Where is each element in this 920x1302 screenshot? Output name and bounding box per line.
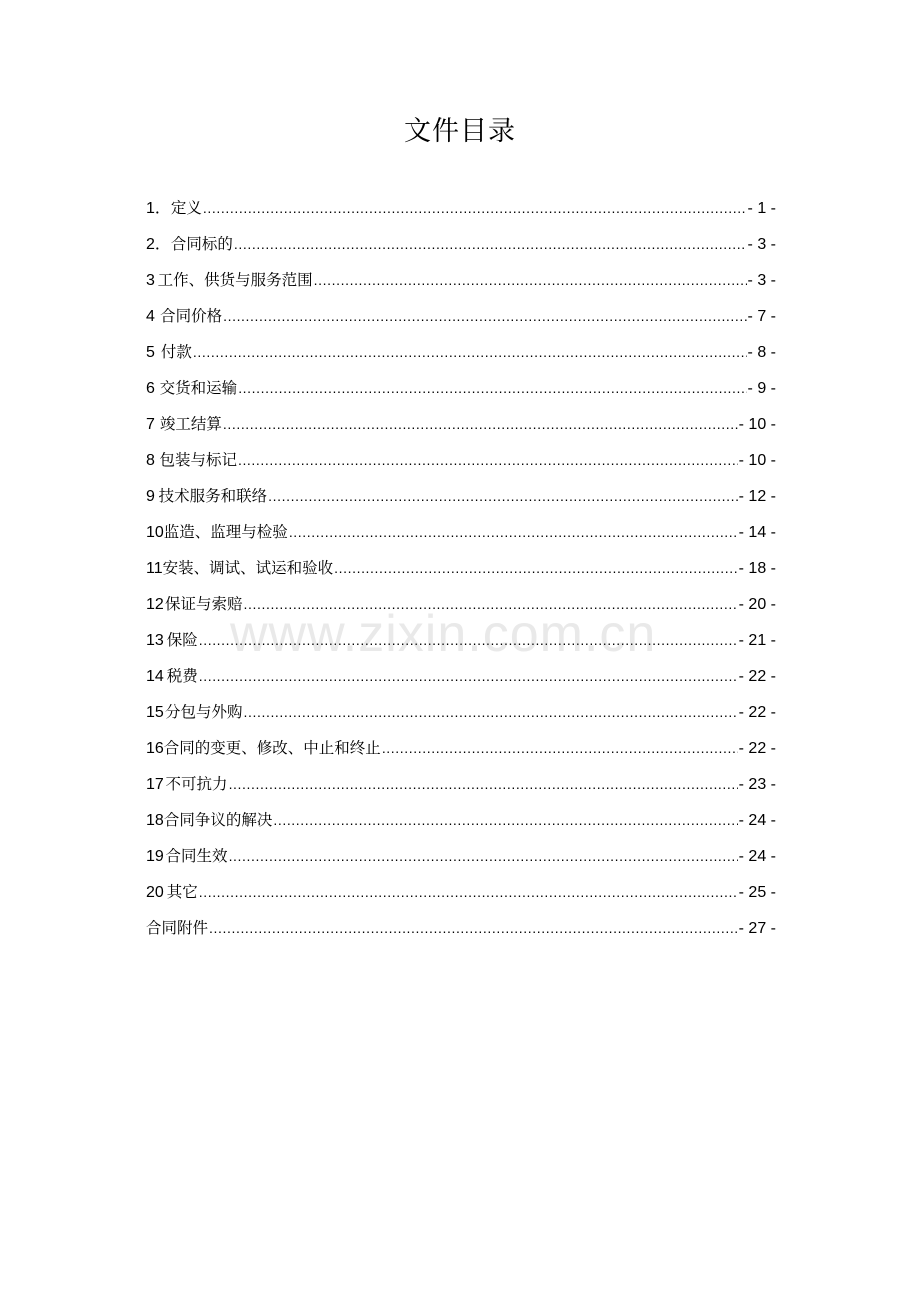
- toc-entry-title: 工作、供货与服务范围: [157, 271, 313, 289]
- toc-entry-number: 20: [146, 884, 164, 901]
- toc-dot-leader: [244, 586, 738, 622]
- toc-entry-title: 其它: [166, 883, 198, 901]
- toc-entry-number: 17: [146, 776, 164, 793]
- toc-dot-leader: [199, 622, 738, 658]
- toc-entry-title: 付款: [160, 343, 192, 361]
- toc-entry-title: 合同价格: [160, 307, 223, 325]
- toc-entry-number: 4: [146, 308, 155, 325]
- toc-entry-title: 合同的变更、修改、中止和终止: [163, 739, 381, 757]
- toc-entry[interactable]: [146, 406, 776, 442]
- toc-entry-number: 15: [146, 704, 164, 721]
- toc-entry-page-number: - 8 -: [747, 344, 776, 361]
- toc-entry-page-number: - 9 -: [747, 380, 776, 397]
- toc-entry[interactable]: [146, 586, 776, 622]
- toc-dot-leader: [203, 190, 747, 226]
- toc-entry[interactable]: [146, 910, 776, 946]
- toc-entry[interactable]: [146, 514, 776, 550]
- toc-dot-leader: [223, 406, 738, 442]
- toc-dot-leader: [273, 802, 737, 838]
- toc-entry-page-number: - 18 -: [738, 560, 776, 577]
- toc-dot-leader: [209, 910, 738, 946]
- toc-entry[interactable]: [146, 262, 776, 298]
- toc-entry-page-number: - 12 -: [738, 488, 776, 505]
- toc-entry-title: 保证与索赔: [164, 595, 243, 613]
- toc-entry[interactable]: [146, 334, 776, 370]
- toc-entry-page-number: - 10 -: [738, 416, 776, 433]
- toc-entry-number: 12: [146, 596, 164, 613]
- toc-entry-number: 11: [146, 560, 163, 577]
- toc-entry[interactable]: [146, 694, 776, 730]
- toc-dot-leader: [223, 298, 746, 334]
- toc-entry-number: 10: [146, 524, 164, 541]
- toc-entry-title: 分包与外购: [164, 703, 243, 721]
- toc-entry-page-number: - 22 -: [738, 668, 776, 685]
- page-title: 文件目录: [404, 116, 516, 147]
- toc-dot-leader: [199, 658, 738, 694]
- toc-entry-title: 合同生效: [165, 847, 228, 865]
- toc-entry-page-number: - 24 -: [738, 848, 776, 865]
- toc-entry-page-number: - 22 -: [738, 704, 776, 721]
- toc-entry-page-number: - 7 -: [747, 308, 776, 325]
- toc-entry-title: 合同附件: [146, 919, 209, 937]
- toc-entry-page-number: - 1 -: [747, 200, 776, 217]
- toc-entry[interactable]: [146, 370, 776, 406]
- toc-dot-leader: [238, 370, 746, 406]
- toc-entry-page-number: - 27 -: [738, 920, 776, 937]
- toc-entry[interactable]: [146, 658, 776, 694]
- toc-entry-number: 9: [146, 488, 155, 505]
- toc-entry-number: 2．: [146, 236, 171, 253]
- toc-entry-number: 16: [146, 740, 164, 757]
- toc-entry-number: 1．: [146, 200, 171, 217]
- toc-entry-number: 5: [146, 344, 155, 361]
- toc-dot-leader: [199, 874, 738, 910]
- toc-dot-leader: [234, 226, 747, 262]
- toc-entry[interactable]: [146, 226, 776, 262]
- watermark: www.zixin.com.cn: [230, 605, 657, 663]
- toc-entry[interactable]: [146, 766, 776, 802]
- toc-entry-page-number: - 3 -: [747, 236, 776, 253]
- toc-entry-number: 8: [146, 452, 155, 469]
- toc-dot-leader: [268, 478, 738, 514]
- toc-entry[interactable]: [146, 442, 776, 478]
- toc-entry-number: 13: [146, 632, 164, 649]
- toc-dot-leader: [193, 334, 747, 370]
- toc-entry-number: 14: [146, 668, 164, 685]
- toc-entry-page-number: - 23 -: [738, 776, 776, 793]
- toc-entry-page-number: - 20 -: [738, 596, 776, 613]
- toc-entry-title: 交货和运输: [159, 379, 238, 397]
- toc-entry-number: 3: [146, 272, 155, 289]
- toc-entry-title: 监造、监理与检验: [163, 523, 288, 541]
- toc-entry[interactable]: [146, 550, 776, 586]
- toc-entry[interactable]: [146, 730, 776, 766]
- toc-entry-title: 合同标的: [170, 235, 233, 253]
- toc-entry[interactable]: [146, 298, 776, 334]
- toc-entry-title: 税费: [166, 667, 198, 685]
- toc-dot-leader: [382, 730, 738, 766]
- toc-entry-page-number: - 22 -: [738, 740, 776, 757]
- toc-entry-number: 7: [146, 416, 155, 433]
- toc-entry-page-number: - 24 -: [738, 812, 776, 829]
- toc-entry[interactable]: [146, 838, 776, 874]
- toc-entry-number: 18: [146, 812, 164, 829]
- toc-entry[interactable]: [146, 622, 776, 658]
- toc-entry[interactable]: [146, 802, 776, 838]
- toc-entry-title: 合同争议的解决: [163, 811, 273, 829]
- toc-entry[interactable]: [146, 190, 776, 226]
- table-of-contents: [146, 190, 776, 946]
- toc-dot-leader: [244, 694, 738, 730]
- toc-entry-title: 包装与标记: [159, 451, 237, 469]
- toc-entry-title: 技术服务和联络: [158, 487, 268, 505]
- toc-dot-leader: [314, 262, 747, 298]
- toc-entry-title: 竣工结算: [159, 415, 222, 433]
- toc-entry[interactable]: [146, 874, 776, 910]
- toc-entry-title: 安装、调试、试运和验收: [162, 559, 334, 577]
- toc-entry-page-number: - 21 -: [738, 632, 776, 649]
- toc-entry-page-number: - 3 -: [747, 272, 776, 289]
- toc-entry-title: 不可抗力: [165, 775, 228, 793]
- toc-dot-leader: [334, 550, 738, 586]
- toc-entry-title: 定义: [170, 199, 202, 217]
- toc-entry-title: 保险: [166, 631, 198, 649]
- toc-dot-leader: [229, 766, 738, 802]
- toc-dot-leader: [229, 838, 738, 874]
- toc-entry-number: 6: [146, 380, 155, 397]
- toc-dot-leader: [238, 442, 738, 478]
- toc-entry[interactable]: [146, 478, 776, 514]
- toc-dot-leader: [289, 514, 738, 550]
- toc-entry-page-number: - 10 -: [738, 452, 776, 469]
- toc-entry-page-number: - 25 -: [738, 884, 776, 901]
- toc-entry-page-number: - 14 -: [738, 524, 776, 541]
- toc-entry-number: 19: [146, 848, 164, 865]
